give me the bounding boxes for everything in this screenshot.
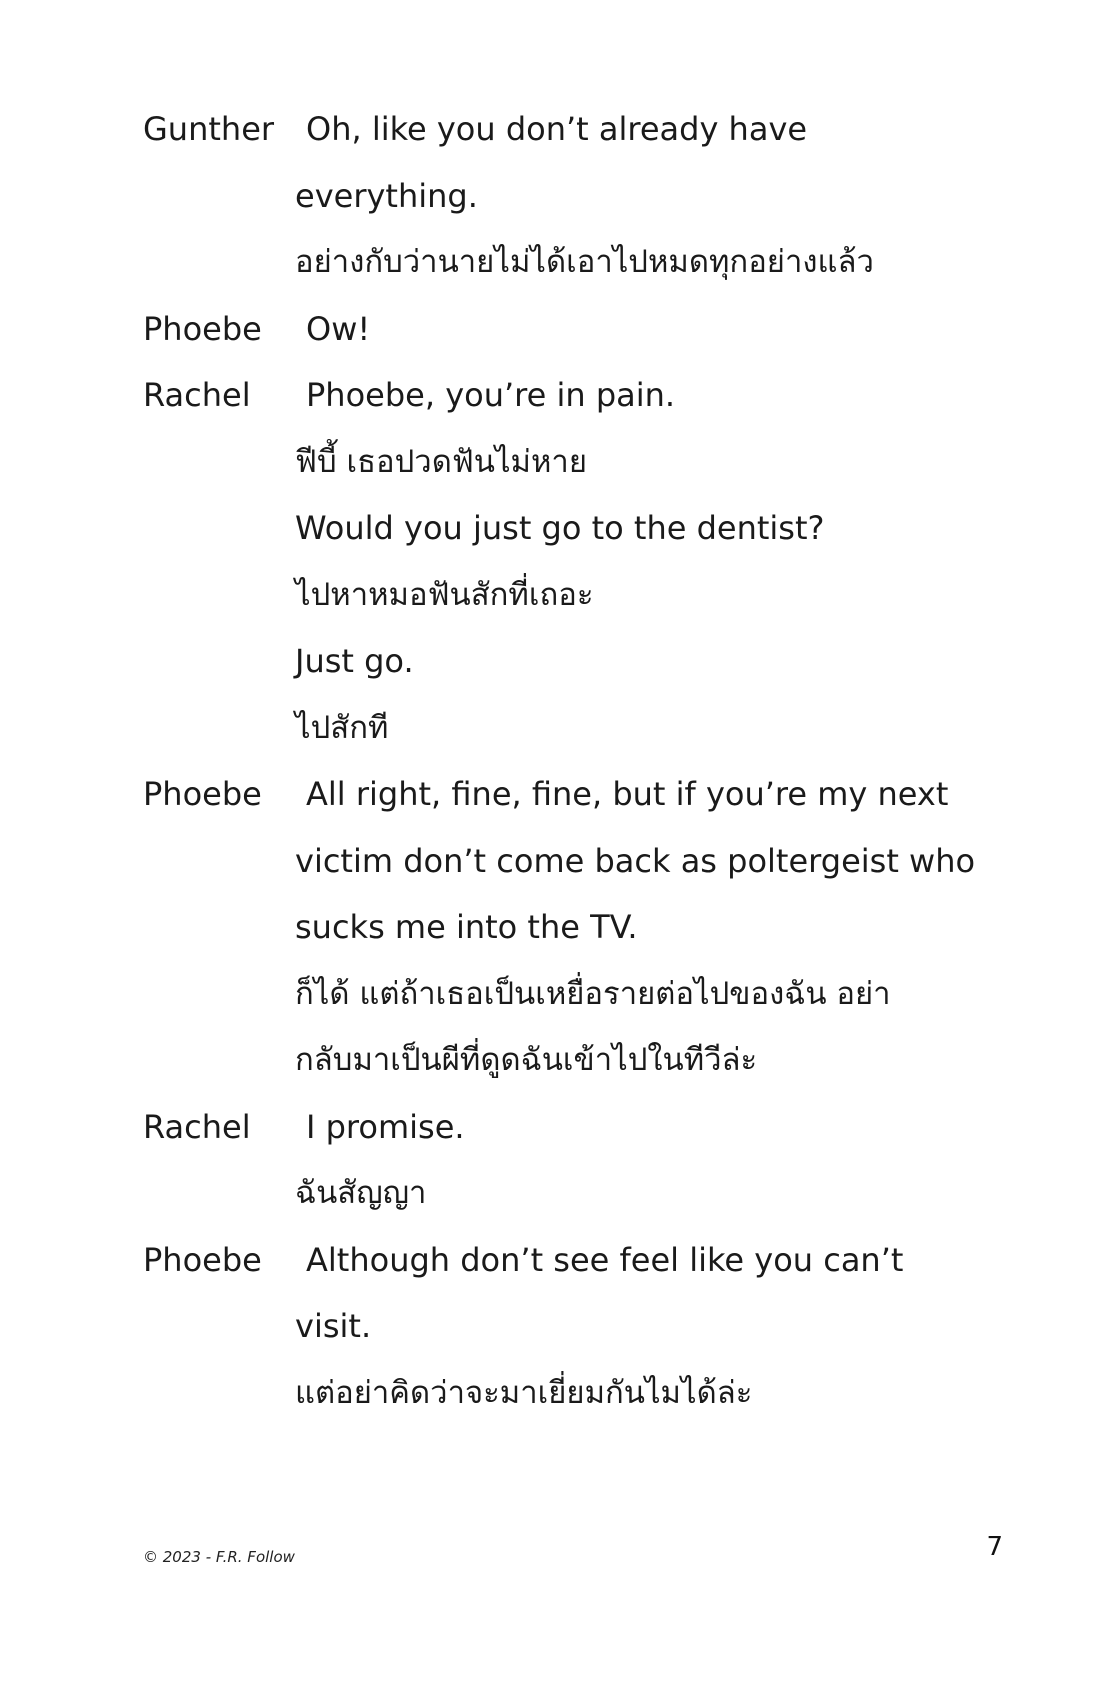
dialogue-script (143, 96, 1023, 1426)
dialogue-block (143, 1094, 1023, 1227)
dialogue-block (143, 1227, 1023, 1427)
thai-translation-line: ฟีบี้ เธอปวดฟันไม่หาย (295, 443, 588, 480)
dialogue-block (143, 296, 1023, 363)
english-dialogue-line: Phoebe, you’re in pain. (306, 376, 676, 414)
dialogue-block (143, 761, 1023, 1094)
english-dialogue-line: Oh, like you don’t already have (306, 110, 808, 148)
dialogue-block (143, 362, 1023, 761)
english-dialogue-line: visit. (295, 1307, 372, 1345)
speaker-name: Phoebe (143, 309, 262, 348)
speaker-name: Gunther (143, 110, 275, 148)
english-dialogue-line: Would you just go to the dentist? (295, 509, 825, 547)
thai-translation-line: แต่อย่าคิดว่าจะมาเยี่ยมกันไมได้ล่ะ (295, 1374, 753, 1411)
speaker-name: Rachel (143, 376, 251, 414)
dialogue-lines (295, 761, 1023, 1094)
speaker-name: Phoebe (143, 1240, 262, 1279)
english-dialogue-line: sucks me into the TV. (295, 908, 638, 946)
dialogue-lines (295, 296, 1023, 363)
dialogue-lines (295, 96, 1023, 296)
dialogue-lines (295, 362, 1023, 761)
thai-translation-line: กลับมาเป็นผีที่ดูดฉันเข้าไปในทีวีล่ะ (295, 1042, 758, 1078)
dialogue-lines (295, 1094, 1023, 1227)
english-dialogue-line: All right, fine, fine, but if you’re my next (306, 775, 949, 813)
english-dialogue-line: I promise. (306, 1107, 465, 1146)
dialogue-block (143, 96, 1023, 296)
speaker-name: Phoebe (143, 775, 262, 813)
thai-translation-line: ฉันสัญญา (295, 1175, 427, 1211)
copyright-notice: © 2023 - F.R. Follow (143, 1548, 295, 1566)
page-number: 7 (986, 1532, 1003, 1562)
thai-translation-line: อย่างกับว่านายไม่ได้เอาไปหมดทุกอย่างแล้ว (295, 244, 874, 280)
speaker-name: Rachel (143, 1107, 251, 1146)
thai-translation-line: ไปหาหมอฟันสักที่เถอะ (295, 576, 594, 613)
thai-translation-line: ไปสักที (295, 709, 389, 746)
english-dialogue-line: Although don’t see feel like you can’t (306, 1240, 904, 1279)
english-dialogue-line: everything. (295, 176, 478, 215)
english-dialogue-line: Just go. (295, 642, 414, 680)
dialogue-lines (295, 1227, 1023, 1427)
english-dialogue-line: victim don’t come back as poltergeist who (295, 841, 976, 880)
english-dialogue-line: Ow! (306, 309, 371, 348)
thai-translation-line: ก็ได้ แต่ถ้าเธอเป็นเหยื่อรายต่อไปของฉัน อย่า (295, 975, 891, 1012)
